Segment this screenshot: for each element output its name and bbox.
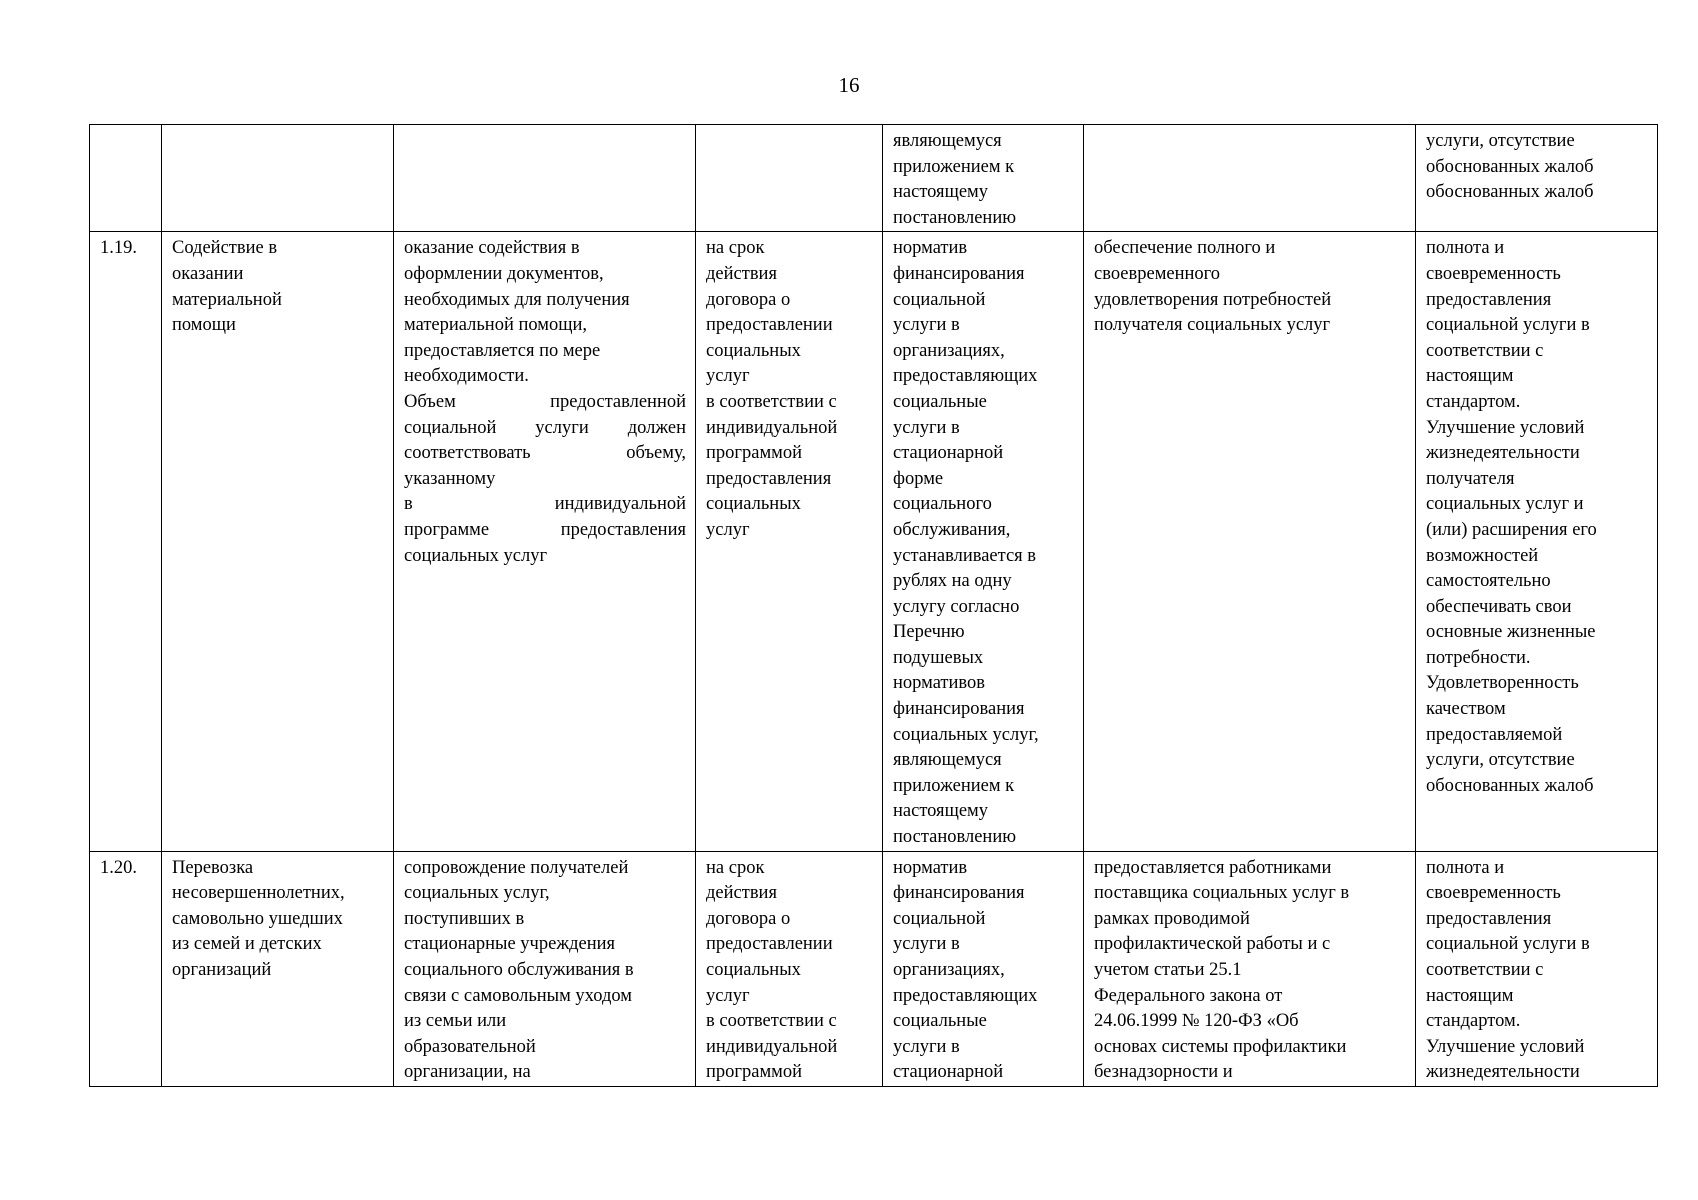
cell-financing-norm: норматив финансирования социальной услуги в организациях, предоставляющих социальные услуги в стационарной	[883, 851, 1084, 1086]
description-line: указанному	[404, 468, 496, 489]
description-line: Объем предоставленной	[404, 391, 686, 412]
description-line: соответствовать объему,	[404, 443, 686, 464]
cell-conditions: предоставляется работниками поставщика социальных услуг в рамках проводимой профилактической работы и с учетом статьи 25.1 Федерального закона от 24.06.1999 № 120-ФЗ «Об основах системы профилактики безнадзорности и	[1084, 851, 1416, 1086]
page-number: 16	[838, 73, 860, 97]
cell-conditions	[1084, 125, 1416, 232]
cell-service-name	[162, 125, 394, 232]
cell-indicators: полнота и своевременность предоставления социальной услуги в соответствии с настоящим стандартом. Улучшение условий жизнедеятельности получателя социальных услуг и (или) расширения его возможностей самостоятельно обеспечивать свои основные жизненные потребности. Удовлетворенность качеством предоставляемой услуги, отсутствие обоснованных жалоб	[1416, 232, 1658, 851]
description-line: предоставляется по мере	[404, 340, 601, 361]
cell-indicators: полнота и своевременность предоставления социальной услуги в соответствии с настоящим стандартом. Улучшение условий жизнедеятельности	[1416, 851, 1658, 1086]
cell-description	[394, 232, 696, 851]
cell-indicators: услуги, отсутствие обоснованных жалоб обоснованных жалоб	[1416, 125, 1658, 232]
cell-conditions: обеспечение полного и своевременного удовлетворения потребностей получателя социальных услуг	[1084, 232, 1416, 851]
cell-financing-norm: являющемуся приложением к настоящему постановлению	[883, 125, 1084, 232]
table-row	[90, 232, 1658, 851]
description-line: материальной помощи,	[404, 315, 588, 336]
description-line: социальной услуги должен	[404, 417, 686, 438]
description-line: оформлении документов,	[404, 263, 604, 284]
cell-term	[696, 125, 883, 232]
table-row	[90, 851, 1658, 1086]
services-table	[89, 124, 1658, 1087]
cell-number: 1.20.	[90, 851, 162, 1086]
cell-service-name: Перевозка несовершеннолетних, самовольно ушедших из семей и детских организаций	[162, 851, 394, 1086]
cell-description	[394, 125, 696, 232]
description-line: программе предоставления	[404, 519, 686, 540]
cell-number	[90, 125, 162, 232]
cell-description: сопровождение получателей социальных услуг, поступивших в стационарные учреждения социального обслуживания в связи с самовольным уходом из семьи или образовательной организации, на	[394, 851, 696, 1086]
cell-term: на срок действия договора о предоставлении социальных услуг в соответствии с индивидуальной программой	[696, 851, 883, 1086]
description-line: необходимых для получения	[404, 289, 630, 310]
cell-term: на срок действия договора о предоставлении социальных услуг в соответствии с индивидуальной программой предоставления социальных услуг	[696, 232, 883, 851]
description-line: социальных услуг	[404, 545, 548, 566]
description-line: в индивидуальной	[404, 494, 686, 515]
description-line: оказание содействия в	[404, 238, 580, 259]
cell-service-name: Содействие в оказании материальной помощи	[162, 232, 394, 851]
description-line: необходимости.	[404, 366, 529, 387]
table-row	[90, 125, 1658, 232]
cell-financing-norm: норматив финансирования социальной услуги в организациях, предоставляющих социальные услуги в стационарной форме социального обслуживания, устанавливается в рублях на одну услугу согласно Перечню подушевых нормативов финансирования социальных услуг, являющемуся приложением к настоящему постановлению	[883, 232, 1084, 851]
cell-number: 1.19.	[90, 232, 162, 851]
